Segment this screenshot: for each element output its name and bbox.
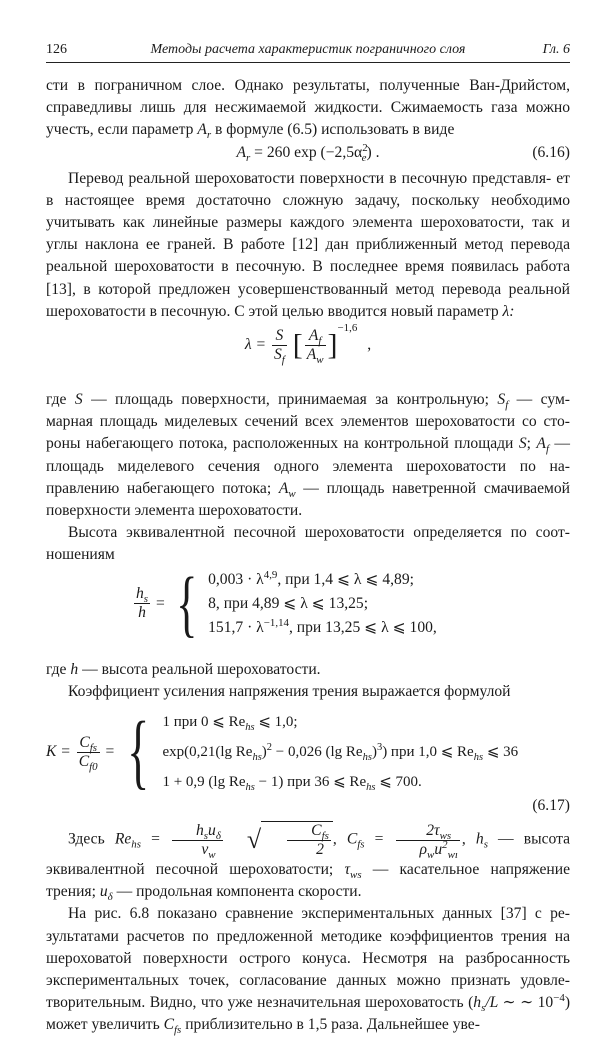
equation-6-16: $A_r = 260$ $\exp (-2,5\alpha^2_e)$ . (6.16) [236,141,570,164]
paragraph-8: На рис. 6.8 показано сравнение экспериментальных данных [37] с ре- зультатами расчетов по предложенной методике коэффициентов трения на шероховатой поверхности острого конуса. Несмотря на разбросанность экспериментальных точек, согласование данных можно признать удовле- творительным. Видно, что уже незначительная шероховатость ($h_s/L$ ∼ ∼ $10^{-4}$) может увеличить $C_{fs}$ приблизительно в 1,5 раза. Дальнейшее уве- [46,905,571,1037]
equation-number: (6.17) [532,796,570,814]
equation-6-17: K = $\frac{C_{fs}}{C_{f0}}$ = { 1 при 0 ⩽ $Re_{hs}$ ⩽ 1,0; exp(0,21(lg $Re_{hs})^2 - 0,026$ (lg $Re_{hs})^3$) при 1,0 ⩽ $Re_{hs}$ ⩽ 36 1 + 0,9 (lg $Re_{hs} - 1$) при 36 ⩽ $Re_{hs}$ ⩽ 700. (6.17) [46,707,570,811]
paragraph-3: где S — площадь поверхности, принимаемая за контрольную; $S_f$ — сум- марная площадь миделевых сечений всех элементов шероховатости со сто- роны набегающего потока, расположенных на контрольной площади S; $A_f$ — площадь миделевого сечения одного элемента шероховатости по на- правлению набегающего потока; $A_w$ — площадь наветренной смачиваемой поверхности элемента шероховатости. [46,391,571,520]
equation-number: (6.16) [532,143,570,161]
paragraph-5: где h — высота реальной шероховатости. [46,660,321,678]
paragraph-2: Перевод реальной шероховатости поверхности в песочную представля- ет в настоящее время достаточно сложную задачу, поскольку необходимо учитывать как линейные размеры каждого элемента шероховатости, так и углы наклона ее граней. В работе [12] дан приближенный метод перевода реальной шероховатости в песочную. В последнее время появилась работа [13], в которой предложен усовершенствованный метод перевода реальной шероховатости в песочную. С этой целью вводится новый параметр λ: [46,169,570,320]
paragraph-7: Здесь $Re_{hs}$ = $\frac{h_su_\delta}{\nu_w}$ √ $\frac{C_{fs}}{2}$ , $C_{fs}$ = $\frac{2\tau_{ws}}{\rho_wu^2_{wı}}$ , $h_s$ — высота эквивалентной песочной шероховатости; $\tau_{ws}$ — касательное напряжение трения; $u_\delta$ — продольная компонента скорости. [46,821,571,904]
page-header [46,38,570,62]
book-page [46,0,571,1037]
header-rule [46,62,570,63]
equation-lambda: λ = $\frac{S}{S_f}$ [ $\frac{A_f}{A_w}$ ]$^{-1,6}$ , [244,322,372,367]
paragraph-6: Коэффициент усиления напряжения трения выражается формулой [68,682,511,700]
page-number: 126 [46,42,67,57]
equation-hs: $\frac{h_s}{h}$ = { $0,003 \cdot \lambda^{4,9}$, при 1,4 ⩽ λ ⩽ 4,89; 8, при 4,89 ⩽ λ ⩽ 13,25; $151,7 \cdot \lambda^{-1,14}$, при 13,25 ⩽ λ ⩽ 100, [136,562,437,645]
running-title: Методы расчета характеристик пограничного слоя [150,42,466,57]
paragraph-1: сти в пограничном слое. Однако результаты, полученные Ван-Дрийстом, справедливы лишь для несжимаемой жидкости. Сжимаемость газа можно учесть, если параметр $A_r$ в формуле (6.5) использовать в виде [46,77,570,142]
page-body [46,75,570,1037]
paragraph-4: Высота эквивалентной песочной шероховатости определяется по соот- ношениям [46,524,570,564]
chapter-label: Гл. 6 [542,42,570,57]
